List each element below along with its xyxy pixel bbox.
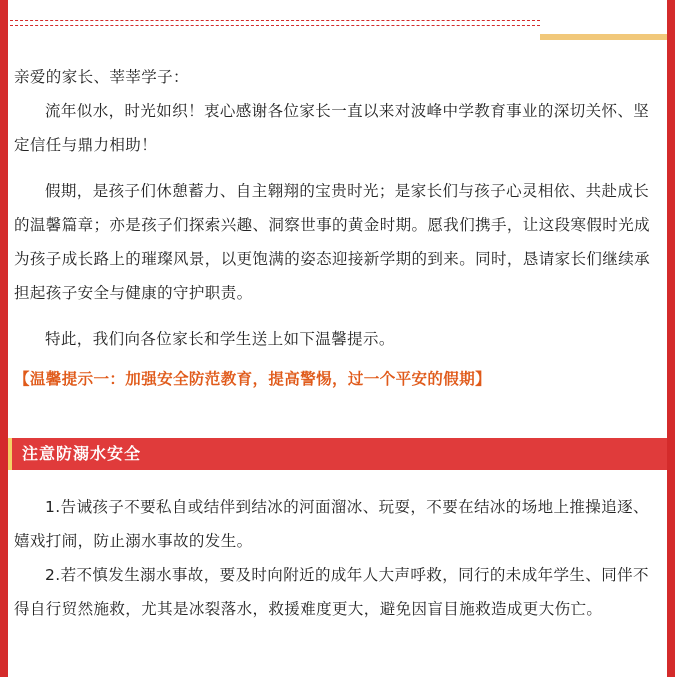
section-title: 注意防溺水安全 <box>22 444 142 463</box>
section-header-drowning <box>8 438 667 470</box>
tip-one-heading: 【温馨提示一：加强安全防范教育，提高警惕，过一个平安的假期】 <box>14 369 492 388</box>
list-item: 2.若不慎发生溺水事故，要及时向附近的成年人大声呼救，同行的未成年学生、同伴不得自行贸然施救，尤其是冰裂落水，救援难度更大，避免因盲目施救造成更大伤亡。 <box>14 566 649 618</box>
gold-accent-bar <box>540 34 667 40</box>
paragraph-intro: 特此，我们向各位家长和学生送上如下温馨提示。 <box>45 330 395 348</box>
salutation: 亲爱的家长、莘莘学子： <box>14 68 189 86</box>
paragraph-gratitude: 流年似水，时光如织！衷心感谢各位家长一直以来对波峰中学教育事业的深切关怀、坚定信任与鼎力相助！ <box>14 102 650 154</box>
paragraph-gap <box>14 310 662 322</box>
left-border <box>0 0 8 677</box>
list-item: 1.告诫孩子不要私自或结伴到结冰的河面溜冰、玩耍，不要在结冰的场地上推操追逐、嬉戏打闹，防止溺水事故的发生。 <box>14 498 649 550</box>
letter-body <box>14 60 662 396</box>
top-dashed-divider <box>10 20 540 26</box>
paragraph-gap <box>14 162 662 174</box>
paragraph-holiday: 假期，是孩子们休憩蓄力、自主翱翔的宝贵时光；是家长们与孩子心灵相依、共赴成长的温馨篇章；亦是孩子们探索兴趣、洞察世事的黄金时期。愿我们携手，让这段寒假时光成为孩子成长路上的璀璨风景，以更饱满的姿态迎接新学期的到来。同时，恳请家长们继续承担起孩子安全与健康的守护职责。 <box>14 182 651 302</box>
section-body <box>14 490 662 626</box>
section-marker <box>8 438 12 470</box>
right-border <box>667 0 675 677</box>
